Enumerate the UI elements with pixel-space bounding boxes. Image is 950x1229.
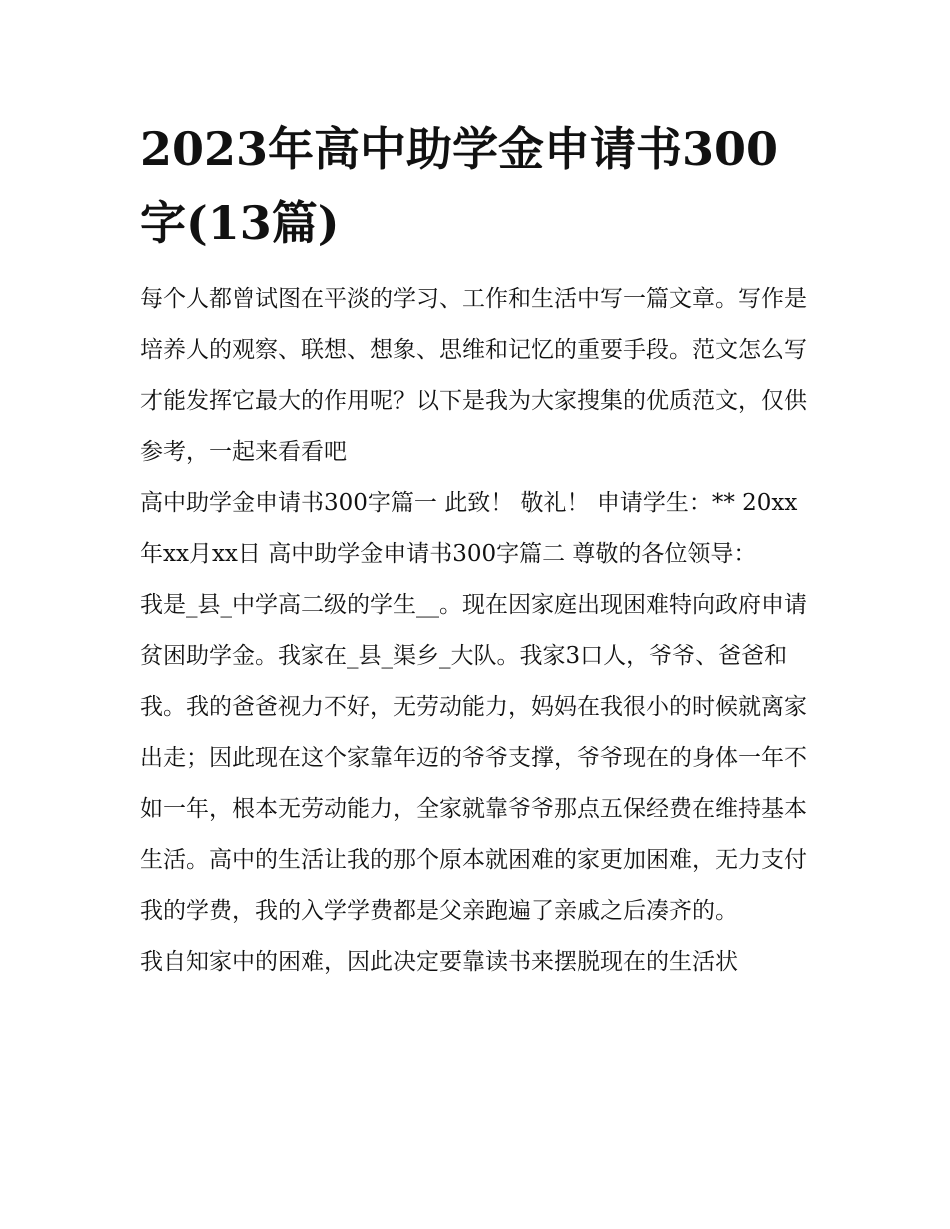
body-paragraph: 我自知家中的困难，因此决定要靠读书来摆脱现在的生活状 [140, 949, 738, 975]
document-page [140, 112, 816, 988]
paragraph-heading-block: 高中助学金申请书300字篇一 此致！ 敬礼！ 申请学生：** 20xx年xx月xx日 高中助学金申请书300字篇二 尊敬的各位领导： [140, 490, 798, 567]
intro-paragraph: 每个人都曾试图在平淡的学习、工作和生活中写一篇文章。写作是培养人的观察、联想、想象、思维和记忆的重要手段。范文怎么写才能发挥它最大的作用呢？以下是我为大家搜集的优质范文，仅供参考，一起来看看吧 [140, 286, 807, 465]
document-title: 2023年高中助学金申请书300字(13篇) [140, 122, 779, 250]
body-paragraph: 我是_县_中学高二级的学生__。现在因家庭出现困难特向政府申请贫困助学金。我家在_县_渠乡_大队。我家3口人，爷爷、爸爸和我。我的爸爸视力不好，无劳动能力，妈妈在我很小的时候就离家出走；因此现在这个家靠年迈的爷爷支撑，爷爷现在的身体一年不如一年，根本无劳动能力，全家就靠爷爷那点五保经费在维持基本生活。高中的生活让我的那个原本就困难的家更加困难，无力支付我的学费，我的入学学费都是父亲跑遍了亲戚之后凑齐的。 [140, 592, 807, 924]
